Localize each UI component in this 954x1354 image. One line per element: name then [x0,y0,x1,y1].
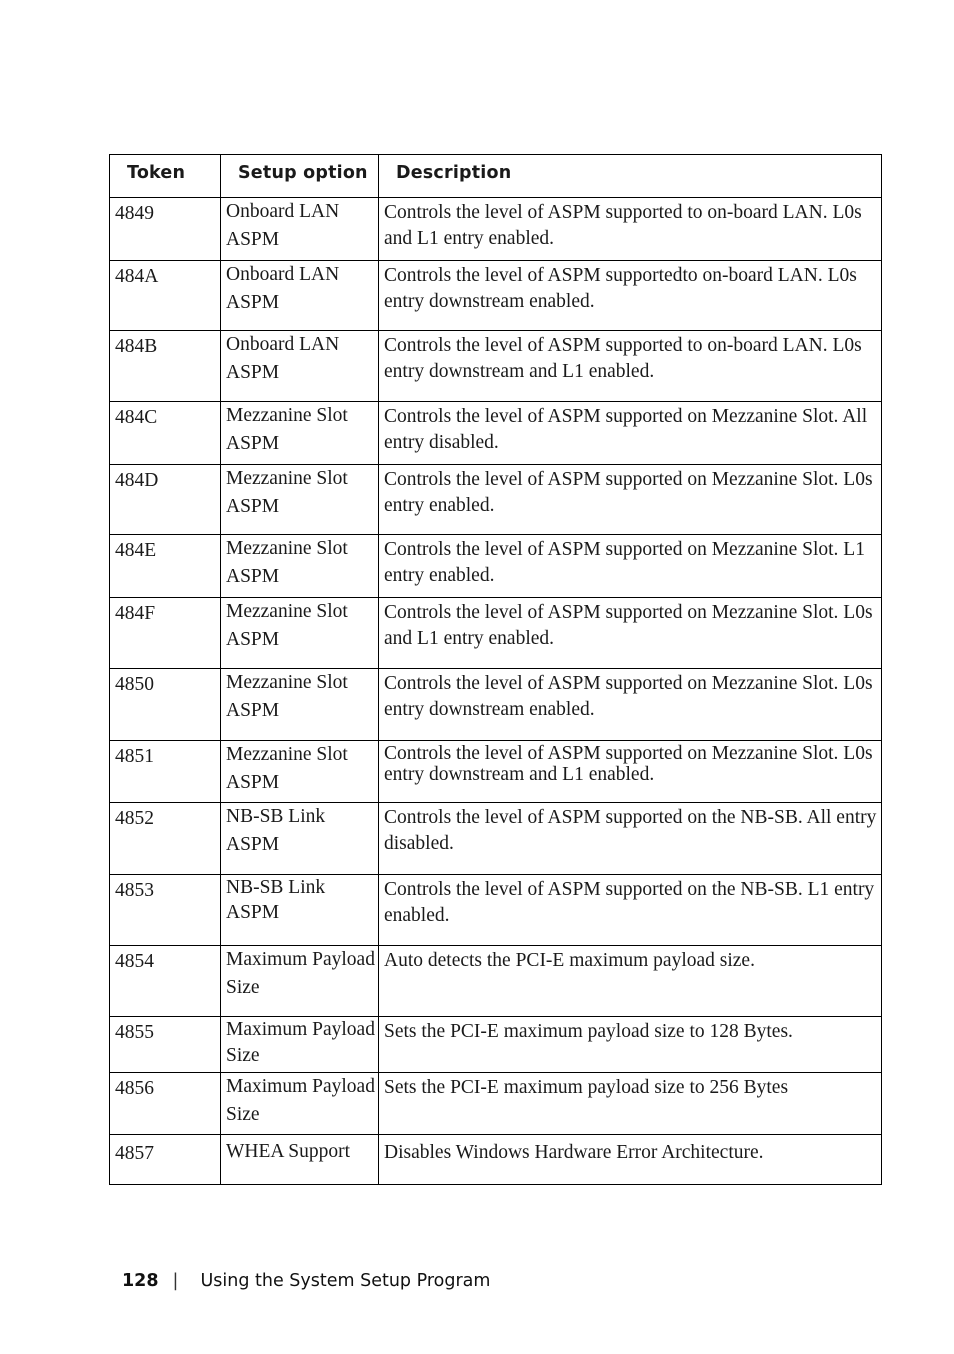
table-row [110,198,882,261]
header-token: Token [110,155,221,198]
option-cell: Onboard LAN ASPM [221,198,379,261]
description-cell: Auto detects the PCI-E maximum payload size. [379,946,882,1017]
token-cell: 4851 [110,741,221,803]
description-cell: Sets the PCI-E maximum payload size to 128 Bytes. [379,1017,882,1073]
table-row [110,946,882,1017]
option-cell: Maximum Payload Size [221,1017,379,1073]
description-cell: Controls the level of ASPM supported on Mezzanine Slot. L0s entry downstream and L1 enabled. [379,741,882,803]
option-cell: Maximum Payload Size [221,1073,379,1135]
setup-token-table [109,154,882,1185]
option-cell: Mezzanine Slot ASPM [221,402,379,465]
option-cell: Mezzanine Slot ASPM [221,669,379,741]
option-cell: Mezzanine Slot ASPM [221,535,379,598]
table-row [110,331,882,402]
token-cell: 484F [110,598,221,669]
table-row [110,465,882,535]
description-cell: Controls the level of ASPM supported on the NB-SB. L1 entry enabled. [379,875,882,946]
token-cell: 4855 [110,1017,221,1073]
header-description: Description [379,155,882,198]
token-cell: 484B [110,331,221,402]
description-cell: Controls the level of ASPM supported to on-board LAN. L0s entry downstream and L1 enabled. [379,331,882,402]
table-row [110,669,882,741]
token-cell: 484E [110,535,221,598]
token-cell: 4853 [110,875,221,946]
table-row [110,402,882,465]
table-row [110,535,882,598]
description-cell: Sets the PCI-E maximum payload size to 256 Bytes [379,1073,882,1135]
table-row [110,1135,882,1185]
description-cell: Controls the level of ASPM supportedto on-board LAN. L0s entry downstream enabled. [379,261,882,331]
description-cell: Controls the level of ASPM supported to on-board LAN. L0s and L1 entry enabled. [379,198,882,261]
option-cell: Onboard LAN ASPM [221,331,379,402]
table-row [110,261,882,331]
header-setup-option: Setup option [221,155,379,198]
description-cell: Controls the level of ASPM supported on Mezzanine Slot. All entry disabled. [379,402,882,465]
token-cell: 484A [110,261,221,331]
token-cell: 4856 [110,1073,221,1135]
footer-separator: | [172,1271,179,1291]
option-cell: NB-SB Link ASPM [221,875,379,946]
description-cell: Controls the level of ASPM supported on Mezzanine Slot. L1 entry enabled. [379,535,882,598]
option-cell: WHEA Support [221,1135,379,1185]
option-cell: Maximum Payload Size [221,946,379,1017]
description-cell: Disables Windows Hardware Error Architecture. [379,1135,882,1185]
option-cell: Onboard LAN ASPM [221,261,379,331]
section-title: Using the System Setup Program [200,1271,491,1291]
table-row [110,1017,882,1073]
token-cell: 4857 [110,1135,221,1185]
token-cell: 484D [110,465,221,535]
description-cell: Controls the level of ASPM supported on Mezzanine Slot. L0s entry downstream enabled. [379,669,882,741]
token-cell: 4854 [110,946,221,1017]
token-cell: 4849 [110,198,221,261]
description-cell: Controls the level of ASPM supported on the NB-SB. All entry disabled. [379,803,882,875]
option-cell: NB-SB Link ASPM [221,803,379,875]
page-footer [122,1271,490,1291]
table-row [110,875,882,946]
description-cell: Controls the level of ASPM supported on Mezzanine Slot. L0s and L1 entry enabled. [379,598,882,669]
option-cell: Mezzanine Slot ASPM [221,465,379,535]
table-row [110,803,882,875]
table-header [110,155,882,198]
page-number: 128 [122,1271,159,1291]
token-cell: 4850 [110,669,221,741]
table-row [110,1073,882,1135]
table-row [110,598,882,669]
description-cell: Controls the level of ASPM supported on Mezzanine Slot. L0s entry enabled. [379,465,882,535]
table-row [110,741,882,803]
token-cell: 4852 [110,803,221,875]
token-cell: 484C [110,402,221,465]
option-cell: Mezzanine Slot ASPM [221,598,379,669]
option-cell: Mezzanine Slot ASPM [221,741,379,803]
